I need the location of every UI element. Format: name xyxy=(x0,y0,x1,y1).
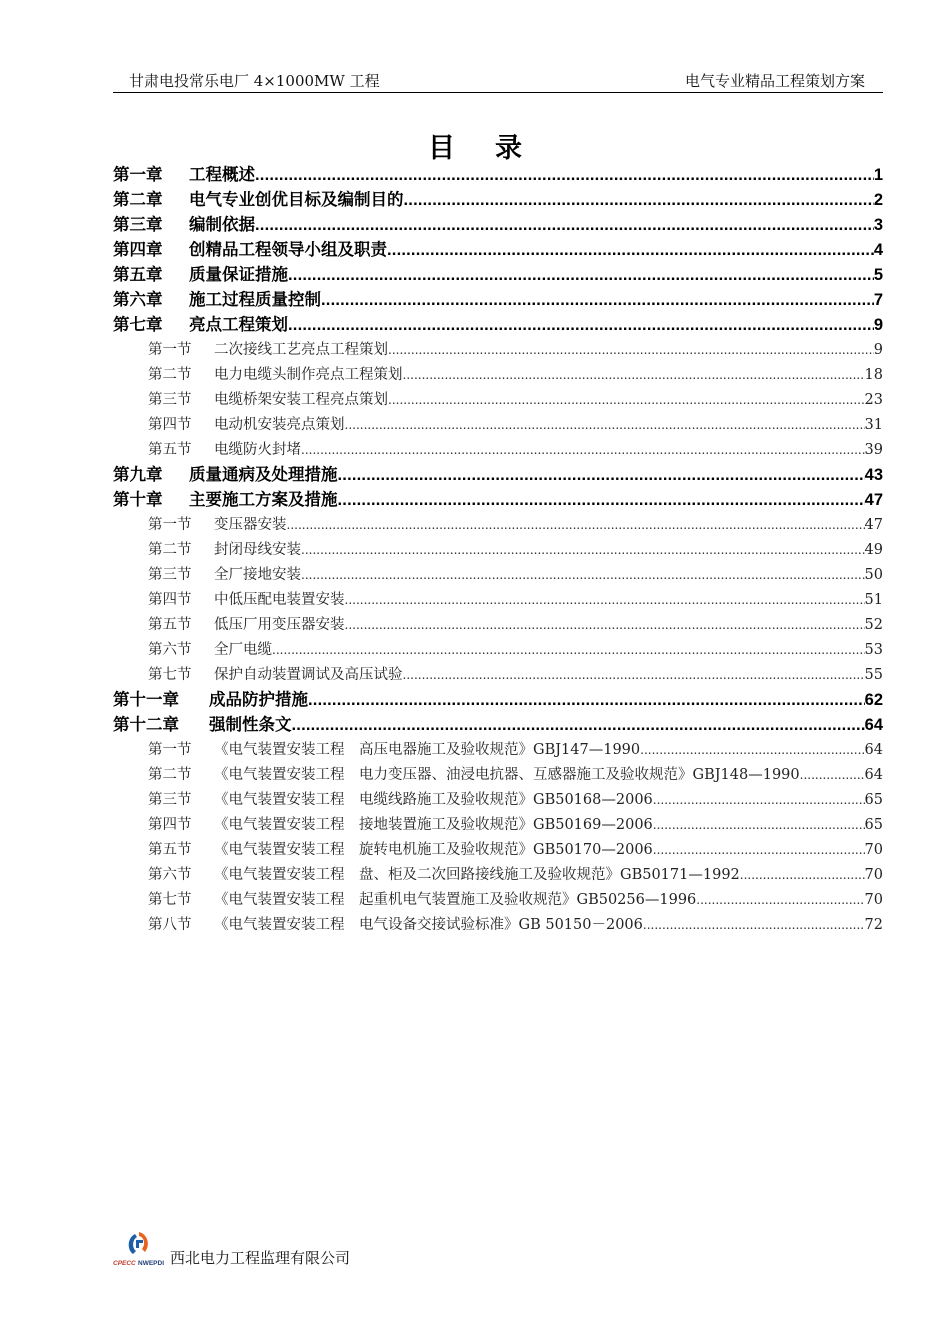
toc-entry-label: 第五节 xyxy=(148,617,192,633)
toc-entry-label: 第二节 xyxy=(148,542,192,558)
toc-page-number: 23 xyxy=(864,392,883,408)
toc-page-number: 18 xyxy=(864,367,883,383)
company-logo xyxy=(113,1228,167,1268)
toc-section-entry[interactable] xyxy=(113,638,883,663)
toc-page-number: 3 xyxy=(873,216,883,234)
toc-entry-text xyxy=(113,238,387,263)
toc-entry-title: 质量保证措施 xyxy=(189,266,288,284)
toc-entry-text xyxy=(148,413,345,438)
toc-section-entry[interactable] xyxy=(113,363,883,388)
toc-dot-leader xyxy=(800,763,865,788)
toc-entry-title: 《电气装置安装工程 电气设备交接试验标准》GB 50150－2006 xyxy=(214,917,643,933)
toc-entry-title: 保护自动装置调试及高压试验 xyxy=(214,667,403,683)
toc-dot-leader xyxy=(338,463,865,488)
toc-page-number: 62 xyxy=(864,691,883,709)
toc-entry-text xyxy=(148,363,403,388)
toc-entry-title: 《电气装置安装工程 电力变压器、油浸电抗器、互感器施工及验收规范》GBJ148—1990 xyxy=(214,767,800,783)
toc-chapter-entry[interactable] xyxy=(113,238,883,263)
toc-entry-title: 施工过程质量控制 xyxy=(189,291,321,309)
toc-entry-title: 创精品工程领导小组及职责 xyxy=(189,241,387,259)
toc-chapter-entry[interactable] xyxy=(113,263,883,288)
toc-entry-text xyxy=(148,588,345,613)
toc-entry-label: 第二节 xyxy=(148,367,192,383)
toc-dot-leader xyxy=(388,338,874,363)
toc-entry-title: 中低压配电装置安装 xyxy=(214,592,345,608)
toc-page-number: 1 xyxy=(873,166,883,184)
toc-entry-title: 全厂电缆 xyxy=(214,642,272,658)
toc-section-entry[interactable] xyxy=(113,663,883,688)
toc-section-entry[interactable] xyxy=(113,388,883,413)
toc-dot-leader xyxy=(345,588,865,613)
toc-dot-leader xyxy=(272,638,865,663)
toc-entry-title: 《电气装置安装工程 盘、柜及二次回路接线施工及验收规范》GB50171—1992 xyxy=(214,867,740,883)
toc-chapter-entry[interactable] xyxy=(113,463,883,488)
toc-entry-label: 第五节 xyxy=(148,842,192,858)
toc-entry-title: 电缆桥架安装工程亮点策划 xyxy=(214,392,388,408)
toc-entry-label: 第六章 xyxy=(113,291,163,309)
toc-entry-text xyxy=(148,813,653,838)
toc-entry-text xyxy=(113,163,255,188)
toc-entry-label: 第二节 xyxy=(148,767,192,783)
toc-entry-label: 第四章 xyxy=(113,241,163,259)
toc-chapter-entry[interactable] xyxy=(113,213,883,238)
toc-entry-title: 质量通病及处理措施 xyxy=(189,466,338,484)
toc-entry-label: 第四节 xyxy=(148,417,192,433)
toc-dot-leader xyxy=(292,713,865,738)
toc-entry-title: 《电气装置安装工程 接地装置施工及验收规范》GB50169—2006 xyxy=(214,817,653,833)
toc-dot-leader xyxy=(255,163,874,188)
toc-entry-label: 第七章 xyxy=(113,316,163,334)
toc-entry-label: 第一节 xyxy=(148,517,192,533)
toc-page-number: 31 xyxy=(864,417,883,433)
header-project-title: 甘肃电投常乐电厂 4×1000MW 工程 xyxy=(129,72,380,90)
toc-dot-leader xyxy=(404,188,874,213)
toc-page-number: 47 xyxy=(864,517,883,533)
toc-page-number: 49 xyxy=(864,542,883,558)
toc-entry-text xyxy=(113,313,288,338)
company-name: 西北电力工程监理有限公司 xyxy=(170,1249,351,1267)
toc-entry-text xyxy=(148,738,640,763)
toc-entry-label: 第五节 xyxy=(148,442,192,458)
toc-dot-leader xyxy=(696,888,864,913)
header-document-title: 电气专业精品工程策划方案 xyxy=(684,72,865,90)
toc-entry-text xyxy=(148,338,388,363)
toc-entry-text xyxy=(148,388,388,413)
toc-dot-leader xyxy=(288,313,874,338)
toc-entry-label: 第六节 xyxy=(148,867,192,883)
toc-entry-text xyxy=(148,863,740,888)
toc-section-entry[interactable] xyxy=(113,338,883,363)
toc-entry-title: 变压器安装 xyxy=(214,517,287,533)
toc-entry-label: 第一章 xyxy=(113,166,163,184)
toc-section-entry[interactable] xyxy=(113,413,883,438)
toc-entry-title: 《电气装置安装工程 起重机电气装置施工及验收规范》GB50256—1996 xyxy=(214,892,697,908)
toc-section-entry[interactable] xyxy=(113,813,883,838)
toc-chapter-entry[interactable] xyxy=(113,313,883,338)
toc-page-number: 43 xyxy=(864,466,883,484)
toc-entry-title: 封闭母线安装 xyxy=(214,542,301,558)
toc-entry-text xyxy=(113,713,292,738)
toc-page-number: 9 xyxy=(873,316,883,334)
toc-entry-text xyxy=(148,838,653,863)
toc-page-number: 64 xyxy=(864,716,883,734)
toc-page-number: 4 xyxy=(873,241,883,259)
toc-section-entry[interactable] xyxy=(113,563,883,588)
page-header xyxy=(113,66,883,93)
toc-entry-title: 二次接线工艺亮点工程策划 xyxy=(214,342,388,358)
toc-entry-label: 第十一章 xyxy=(113,691,179,709)
toc-heading: 目录 xyxy=(428,133,562,164)
toc-dot-leader xyxy=(345,413,865,438)
toc-dot-leader xyxy=(640,738,864,763)
toc-entry-text xyxy=(148,613,345,638)
toc-dot-leader xyxy=(653,813,865,838)
toc-section-entry[interactable] xyxy=(113,538,883,563)
toc-section-entry[interactable] xyxy=(113,438,883,463)
toc-chapter-entry[interactable] xyxy=(113,163,883,188)
toc-entry-text xyxy=(148,913,643,938)
toc-entry-text xyxy=(113,288,321,313)
toc-dot-leader xyxy=(301,563,865,588)
toc-entry-title: 《电气装置安装工程 高压电器施工及验收规范》GBJ147—1990 xyxy=(214,742,641,758)
toc-dot-leader xyxy=(321,288,874,313)
toc-entry-title: 主要施工方案及措施 xyxy=(189,491,338,509)
toc-dot-leader xyxy=(387,238,874,263)
toc-entry-text xyxy=(148,438,301,463)
toc-entry-title: 工程概述 xyxy=(189,166,255,184)
toc-entry-label: 第三节 xyxy=(148,392,192,408)
toc-dot-leader xyxy=(653,788,865,813)
toc-page-number: 9 xyxy=(873,342,883,358)
toc-entry-label: 第五章 xyxy=(113,266,163,284)
toc-entry-label: 第三节 xyxy=(148,792,192,808)
toc-dot-leader xyxy=(643,913,865,938)
toc-dot-leader xyxy=(653,838,865,863)
toc-entry-label: 第七节 xyxy=(148,667,192,683)
svg-text:CPECC: CPECC xyxy=(113,1260,136,1267)
toc-entry-text xyxy=(113,213,255,238)
toc-entry-title: 强制性条文 xyxy=(209,716,292,734)
toc-entry-text xyxy=(113,463,338,488)
toc-entry-title: 编制依据 xyxy=(189,216,255,234)
toc-page-number: 7 xyxy=(873,291,883,309)
toc-page-number: 64 xyxy=(864,742,883,758)
toc-page-number: 50 xyxy=(864,567,883,583)
svg-text:NWEPDI: NWEPDI xyxy=(138,1260,164,1267)
toc-entry-text xyxy=(113,688,308,713)
toc-page-number: 65 xyxy=(864,792,883,808)
toc-section-entry[interactable] xyxy=(113,513,883,538)
toc-section-entry[interactable] xyxy=(113,838,883,863)
toc-entry-label: 第一节 xyxy=(148,742,192,758)
toc-dot-leader xyxy=(287,513,865,538)
toc-section-entry[interactable] xyxy=(113,913,883,938)
toc-entry-text xyxy=(148,513,287,538)
toc-page-number: 55 xyxy=(864,667,883,683)
toc-chapter-entry[interactable] xyxy=(113,488,883,513)
toc-entry-label: 第十章 xyxy=(113,491,163,509)
toc-entry-title: 电动机安装亮点策划 xyxy=(214,417,345,433)
toc-page-number: 72 xyxy=(864,917,883,933)
toc-chapter-entry[interactable] xyxy=(113,188,883,213)
toc-dot-leader xyxy=(255,213,874,238)
toc-section-entry[interactable] xyxy=(113,888,883,913)
page-footer xyxy=(113,1228,513,1268)
toc-entry-title: 低压厂用变压器安装 xyxy=(214,617,345,633)
toc-entry-text xyxy=(148,638,272,663)
toc-entry-label: 第八节 xyxy=(148,917,192,933)
toc-dot-leader xyxy=(388,388,865,413)
toc-entry-label: 第六节 xyxy=(148,642,192,658)
toc-section-entry[interactable] xyxy=(113,613,883,638)
toc-entry-text xyxy=(113,263,288,288)
toc-entry-title: 电气专业创优目标及编制目的 xyxy=(189,191,404,209)
toc-dot-leader xyxy=(403,663,865,688)
toc-page-number: 47 xyxy=(864,491,883,509)
toc-dot-leader xyxy=(308,688,865,713)
toc-page-number: 65 xyxy=(864,817,883,833)
toc-entry-title: 《电气装置安装工程 电缆线路施工及验收规范》GB50168—2006 xyxy=(214,792,653,808)
toc-entry-label: 第三章 xyxy=(113,216,163,234)
toc-entry-label: 第四节 xyxy=(148,817,192,833)
toc-entry-text xyxy=(148,788,653,813)
toc-entry-title: 电缆防火封堵 xyxy=(214,442,301,458)
toc-entry-title: 电力电缆头制作亮点工程策划 xyxy=(214,367,403,383)
toc-entry-text xyxy=(113,488,338,513)
toc-entry-label: 第四节 xyxy=(148,592,192,608)
toc-chapter-entry[interactable] xyxy=(113,713,883,738)
toc-entry-label: 第三节 xyxy=(148,567,192,583)
toc-dot-leader xyxy=(345,613,865,638)
toc-entry-label: 第九章 xyxy=(113,466,163,484)
toc-page-number: 2 xyxy=(873,191,883,209)
toc-page-number: 5 xyxy=(873,266,883,284)
toc-page-number: 70 xyxy=(864,867,883,883)
toc-entry-label: 第二章 xyxy=(113,191,163,209)
toc-chapter-entry[interactable] xyxy=(113,688,883,713)
toc-dot-leader xyxy=(403,363,865,388)
toc-entry-label: 第七节 xyxy=(148,892,192,908)
toc-dot-leader xyxy=(288,263,874,288)
toc-entry-label: 第十二章 xyxy=(113,716,179,734)
toc-page-number: 51 xyxy=(864,592,883,608)
toc-chapter-entry[interactable] xyxy=(113,288,883,313)
table-of-contents xyxy=(113,163,883,938)
toc-entry-text xyxy=(113,188,404,213)
toc-entry-text xyxy=(148,888,696,913)
toc-dot-leader xyxy=(740,863,865,888)
toc-page-number: 39 xyxy=(864,442,883,458)
toc-entry-text xyxy=(148,663,403,688)
toc-section-entry[interactable] xyxy=(113,788,883,813)
toc-page-number: 70 xyxy=(864,842,883,858)
toc-entry-title: 成品防护措施 xyxy=(209,691,308,709)
toc-section-entry[interactable] xyxy=(113,588,883,613)
toc-page-number: 70 xyxy=(864,892,883,908)
toc-entry-title: 《电气装置安装工程 旋转电机施工及验收规范》GB50170—2006 xyxy=(214,842,653,858)
toc-dot-leader xyxy=(301,438,865,463)
toc-page-number: 52 xyxy=(864,617,883,633)
toc-page-number: 64 xyxy=(864,767,883,783)
toc-page-number: 53 xyxy=(864,642,883,658)
toc-dot-leader xyxy=(338,488,865,513)
toc-entry-title: 亮点工程策划 xyxy=(189,316,288,334)
toc-entry-label: 第一节 xyxy=(148,342,192,358)
toc-section-entry[interactable] xyxy=(113,738,883,763)
toc-dot-leader xyxy=(301,538,865,563)
toc-section-entry[interactable] xyxy=(113,763,883,788)
toc-entry-text xyxy=(148,563,301,588)
toc-section-entry[interactable] xyxy=(113,863,883,888)
toc-entry-title: 全厂接地安装 xyxy=(214,567,301,583)
toc-entry-text xyxy=(148,538,301,563)
toc-entry-text xyxy=(148,763,800,788)
